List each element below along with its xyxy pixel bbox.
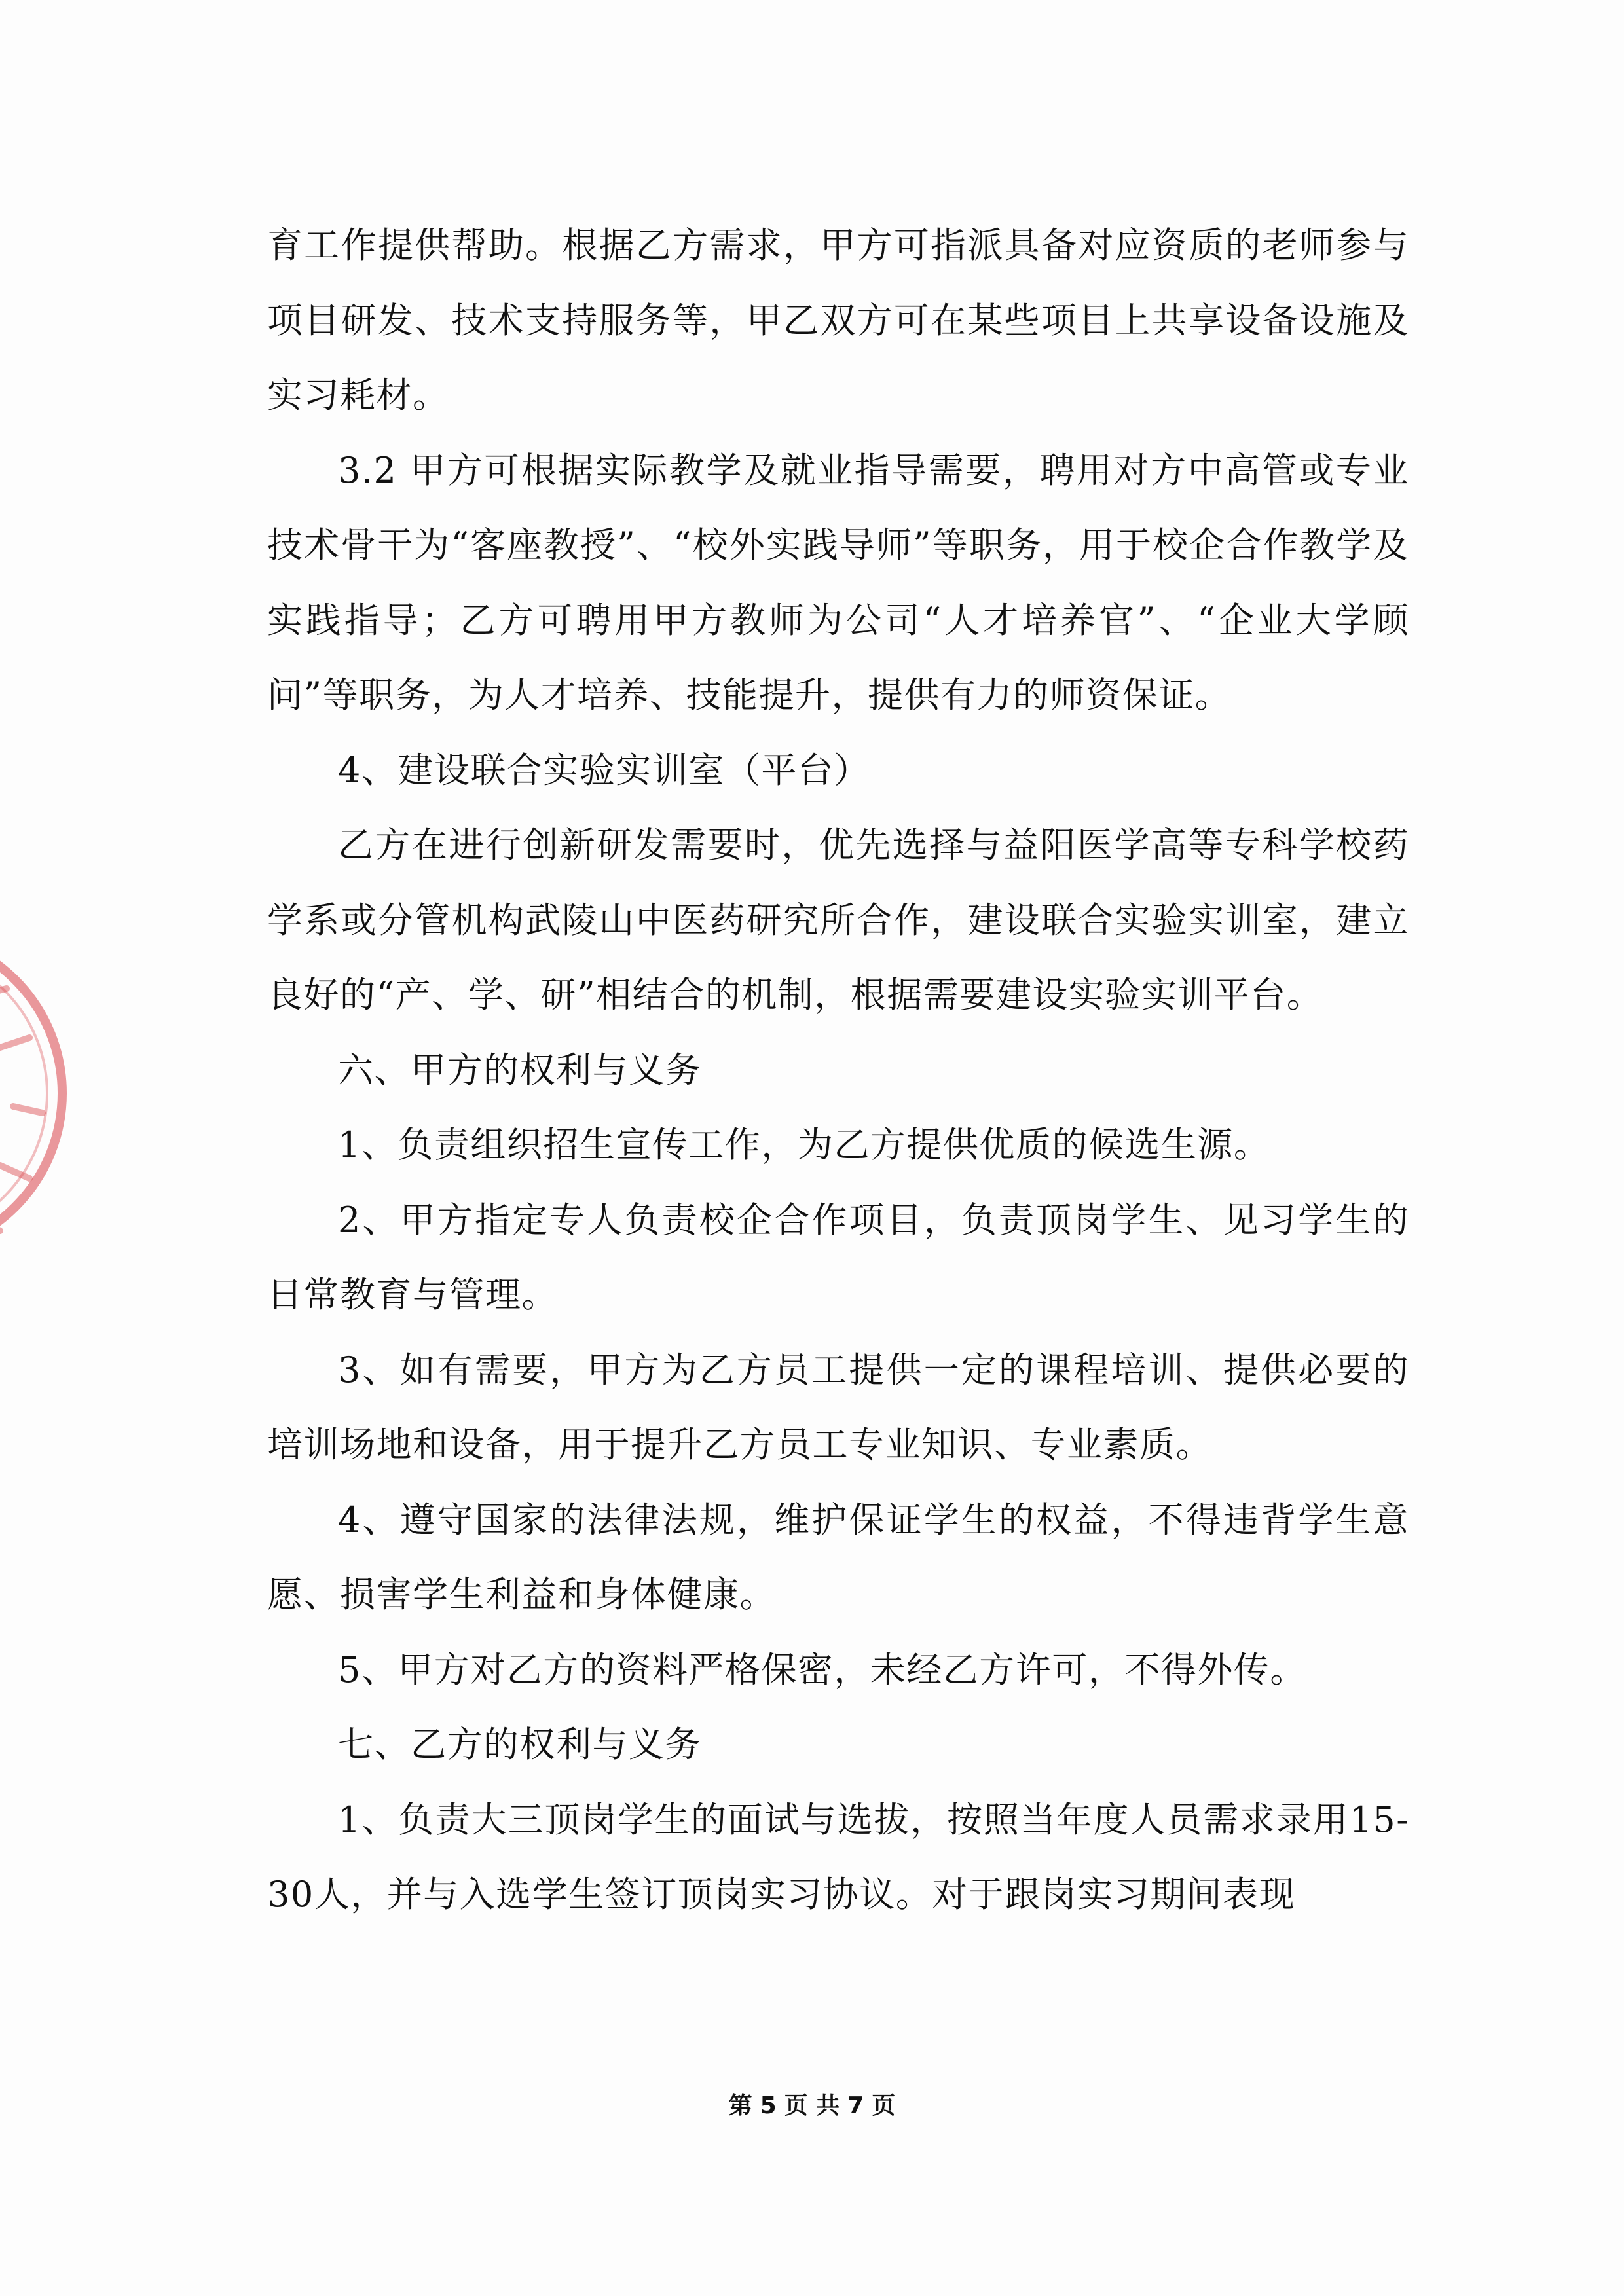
paragraph-p4: 乙方在进行创新研发需要时，优先选择与益阳医学高等专科学校药学系或分管机构武陵山中医药研究所合作，建设联合实验实训室，建立良好的“产、学、研”相结合的机制，根据需要建设实验实训平台。: [267, 824, 1409, 1015]
footer-prefix: 第: [728, 2092, 752, 2119]
paragraph-p7: 2、甲方指定专人负责校企合作项目，负责顶岗学生、见习学生的日常教育与管理。: [267, 1199, 1409, 1315]
paragraph-p6: 1、负责组织招生宣传工作，为乙方提供优质的候选生源。: [338, 1124, 1270, 1165]
page-number-footer: [0, 2087, 1624, 2121]
paragraph-p1: 育工作提供帮助。根据乙方需求，甲方可指派具备对应资质的老师参与项目研发、技术支持服务等，甲乙双方可在某些项目上共享设备设施及实习耗材。: [267, 225, 1409, 416]
red-seal-stamp: [0, 917, 98, 1270]
paragraph-p9: 4、遵守国家的法律法规，维护保证学生的权益，不得违背学生意愿、损害学生利益和身体健康。: [267, 1499, 1409, 1615]
footer-total-pages: 7: [847, 2092, 864, 2119]
paragraph-p12: 1、负责大三顶岗学生的面试与选拔，按照当年度人员需求录用15-30人，并与入选学生签订顶岗实习协议。对于跟岗实习期间表现: [267, 1798, 1409, 1915]
section-heading-lab: 4、建设联合实验实训室（平台）: [338, 749, 870, 791]
paragraph-p2: 3.2 甲方可根据实际教学及就业指导需要，聘用对方中高管或专业技术骨干为“客座教授”、“校外实践导师”等职务，用于校企合作教学及实践指导；乙方可聘用甲方教师为公司“人才培养官”、“企业大学顾问”等职务，为人才培养、技能提升，提供有力的师资保证。: [267, 449, 1409, 716]
section-heading-party-b: 七、乙方的权利与义务: [338, 1724, 701, 1765]
footer-suffix: 页: [872, 2092, 896, 2119]
paragraph-p8: 3、如有需要，甲方为乙方员工提供一定的课程培训、提供必要的培训场地和设备，用于提升乙方员工专业知识、专业素质。: [267, 1349, 1409, 1465]
paragraph-p10: 5、甲方对乙方的资料严格保密，未经乙方许可，不得外传。: [338, 1649, 1306, 1690]
footer-current-page: 5: [760, 2092, 777, 2119]
section-heading-party-a: 六、甲方的权利与义务: [338, 1049, 701, 1091]
footer-middle: 页 共: [784, 2092, 840, 2119]
document-body: [267, 208, 1409, 1933]
